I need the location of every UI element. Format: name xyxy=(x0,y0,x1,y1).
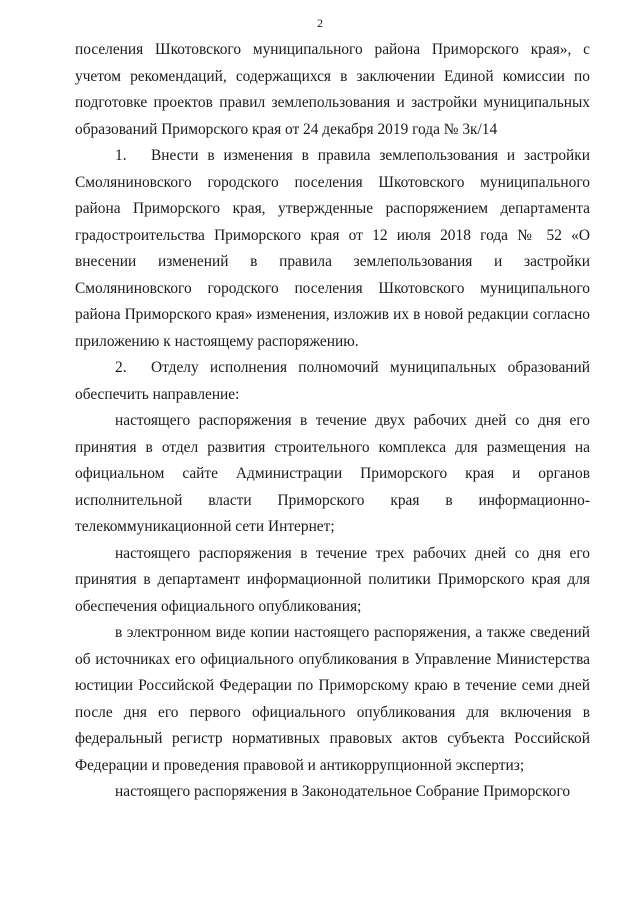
item-number: 1. xyxy=(115,147,127,164)
paragraph-text: Внести в изменения в правила землепользования и застройки Смоляниновского городского поселения Шкотовского муниципального района Приморского края, утвержденные распоряжением департамента градостроительства Приморского края от 12 июля 2018 года № 52 «О внесении изменений в правила землепользования и застройки Смоляниновского городского поселения Шкотовского муниципального района Приморского края» изменения, изложив их в новой редакции согласно приложению к настоящему распоряжению. xyxy=(75,147,590,350)
paragraph-text: Отделу исполнения полномочий муниципальных образований обеспечить направление: xyxy=(75,359,590,403)
document-body xyxy=(75,37,590,806)
page-number: 2 xyxy=(317,16,323,30)
paragraph-item-2 xyxy=(75,355,590,408)
paragraph-continuation: поселения Шкотовского муниципального района Приморского края», с учетом рекомендаций, содержащихся в заключении Единой комиссии по подготовке проектов правил землепользования и застройки муниципальных образований Приморского края от 24 декабря 2019 года № 3к/14 xyxy=(75,41,590,138)
paragraph-assembly: настоящего распоряжения в Законодательное Собрание Приморского xyxy=(115,783,571,800)
item-number: 2. xyxy=(115,359,127,376)
paragraph-ministry: в электронном виде копии настоящего распоряжения, а также сведений об источниках его официального опубликования в Управление Министерства юстиции Российской Федерации по Приморскому краю в течение семи дней после дня его первого официального опубликования для включения в федеральный регистр нормативных правовых актов субъекта Российской Федерации и проведения правовой и антикоррупционной экспертиз; xyxy=(75,624,590,774)
paragraph-item-1 xyxy=(75,143,590,355)
paragraph-publication: настоящего распоряжения в течение трех рабочих дней со дня его принятия в департамент информационной политики Приморского края для обеспечения официального опубликования; xyxy=(75,544,590,615)
paragraph-website: настоящего распоряжения в течение двух рабочих дней со дня его принятия в отдел развития строительного комплекса для размещения на официальном сайте Администрации Приморского края и органов исполнительной власти Приморского края в информационно-телекоммуникационной сети Интернет; xyxy=(75,412,590,535)
